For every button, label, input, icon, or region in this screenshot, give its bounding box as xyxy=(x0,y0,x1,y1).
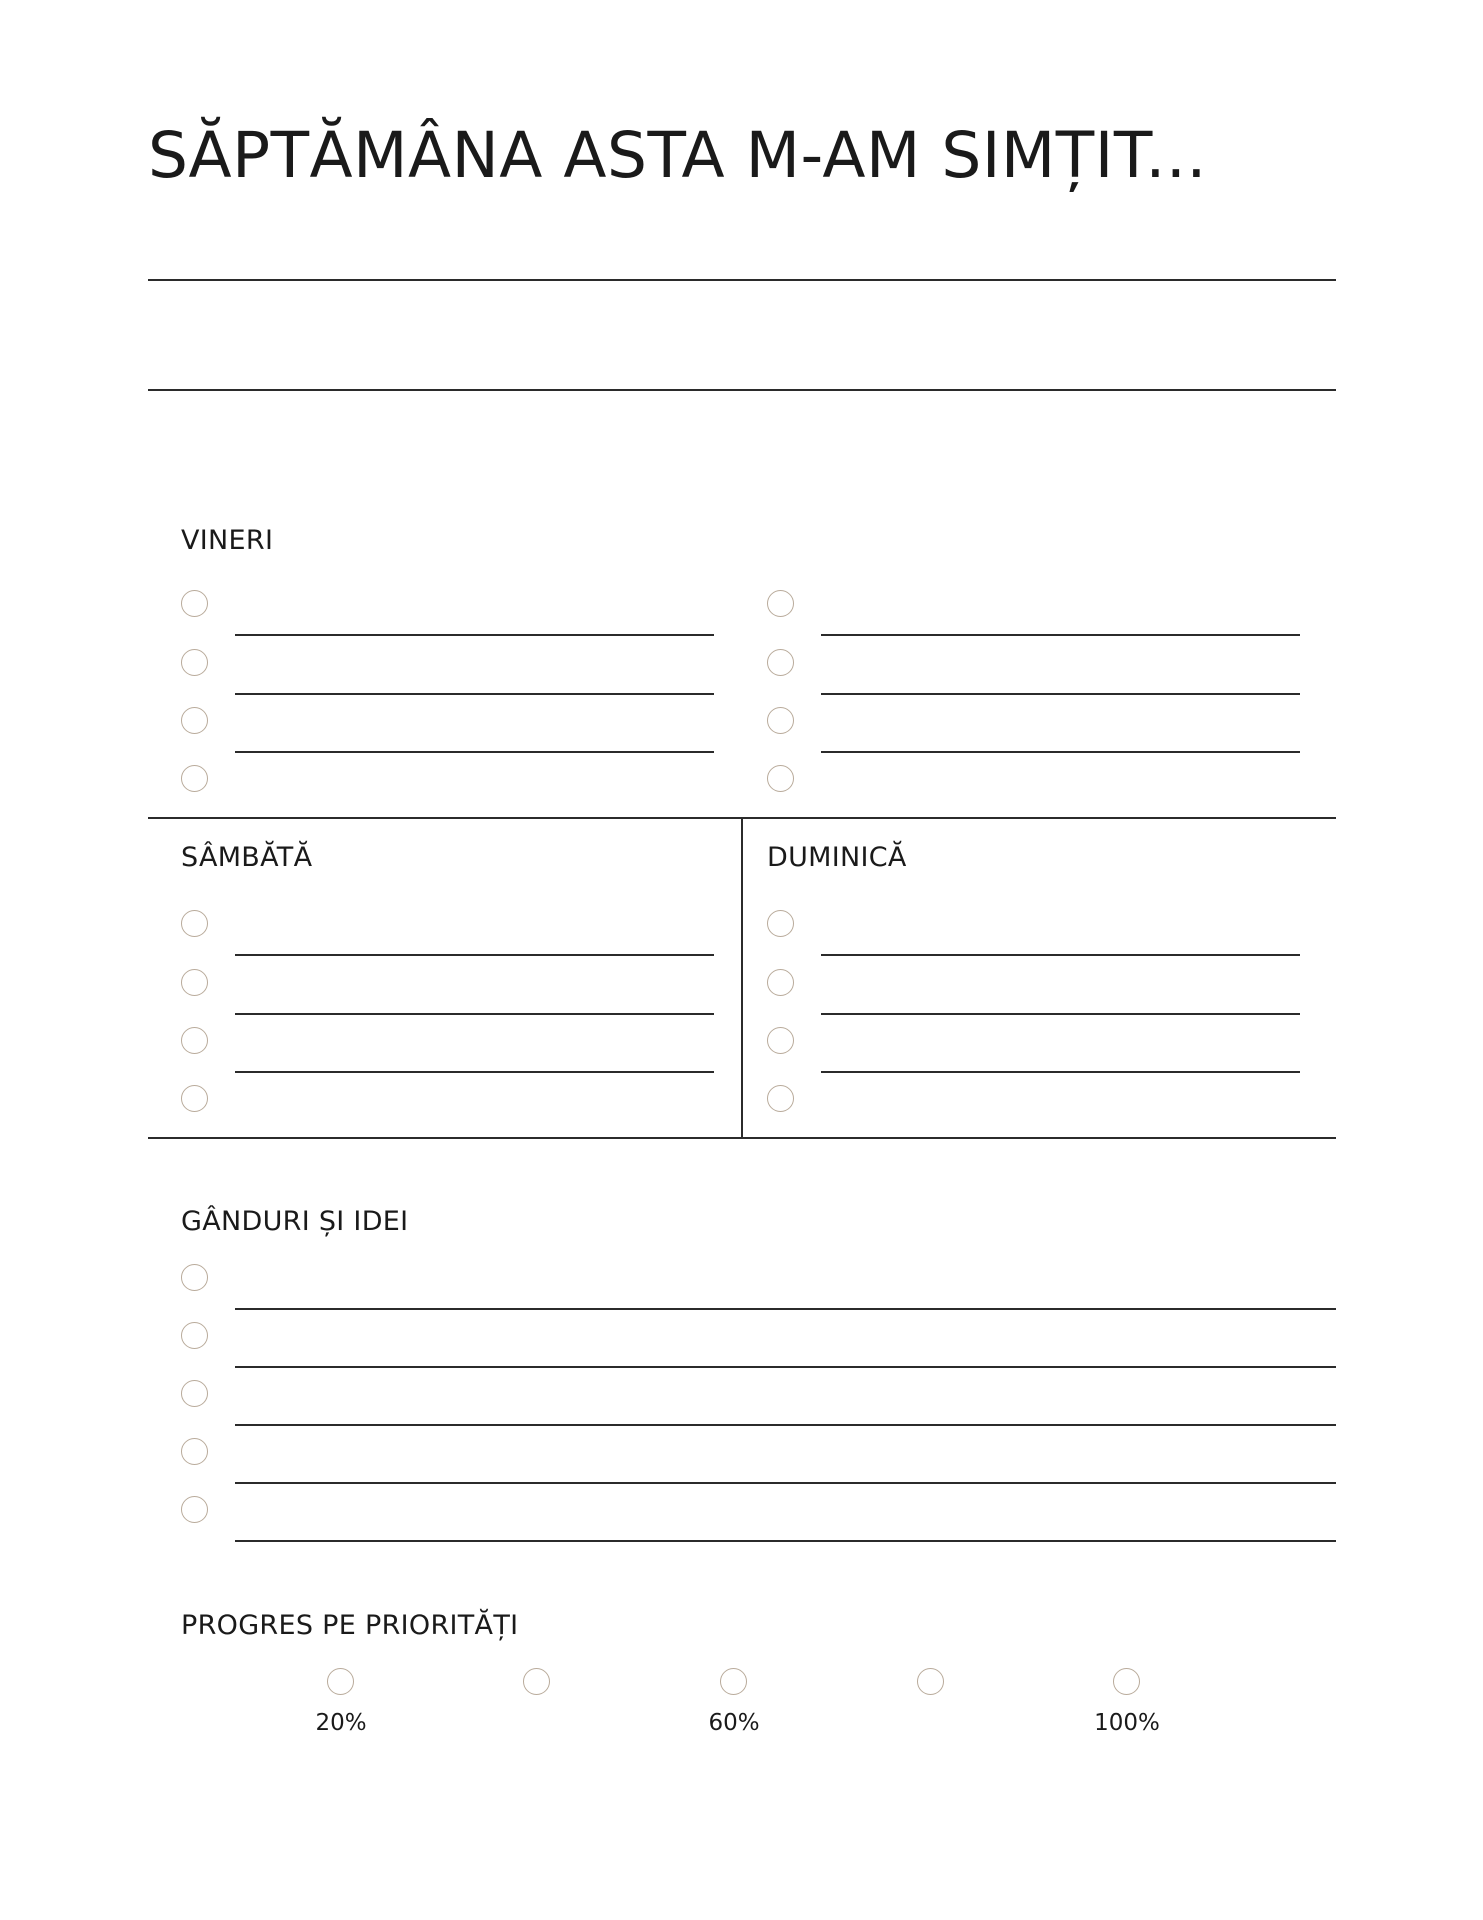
vineri-left-line-2[interactable] xyxy=(235,693,714,695)
progress-label-5: 100% xyxy=(1094,1710,1160,1736)
vineri-right-checkbox-2[interactable] xyxy=(767,649,794,676)
progress-option-2[interactable] xyxy=(523,1668,550,1695)
vineri-right-line-3[interactable] xyxy=(821,751,1300,753)
progress-option-3[interactable] xyxy=(720,1668,747,1695)
vineri-left-checkbox-1[interactable] xyxy=(181,590,208,617)
sambata-checkbox-2[interactable] xyxy=(181,969,208,996)
sambata-checkbox-1[interactable] xyxy=(181,910,208,937)
vineri-right-checkbox-4[interactable] xyxy=(767,765,794,792)
duminica-checkbox-1[interactable] xyxy=(767,910,794,937)
duminica-line-3[interactable] xyxy=(821,1071,1300,1073)
ganduri-checkbox-5[interactable] xyxy=(181,1496,208,1523)
ganduri-line-3[interactable] xyxy=(235,1424,1336,1426)
progress-label-1: 20% xyxy=(315,1710,367,1736)
vineri-left-line-1[interactable] xyxy=(235,634,714,636)
duminica-checkbox-2[interactable] xyxy=(767,969,794,996)
duminica-checkbox-4[interactable] xyxy=(767,1085,794,1112)
section-label-duminica: DUMINICĂ xyxy=(767,842,907,873)
vineri-left-checkbox-3[interactable] xyxy=(181,707,208,734)
weekend-center-divider xyxy=(741,817,743,1137)
vineri-left-line-3[interactable] xyxy=(235,751,714,753)
ganduri-checkbox-3[interactable] xyxy=(181,1380,208,1407)
ganduri-checkbox-2[interactable] xyxy=(181,1322,208,1349)
vineri-right-line-1[interactable] xyxy=(821,634,1300,636)
section-label-sambata: SÂMBĂTĂ xyxy=(181,842,313,873)
section-label-vineri: VINERI xyxy=(181,525,274,556)
sambata-checkbox-4[interactable] xyxy=(181,1085,208,1112)
sambata-line-2[interactable] xyxy=(235,1013,714,1015)
weekend-bottom-divider xyxy=(148,1137,1336,1139)
ganduri-line-4[interactable] xyxy=(235,1482,1336,1484)
vineri-left-checkbox-4[interactable] xyxy=(181,765,208,792)
progress-option-1[interactable] xyxy=(327,1668,354,1695)
vineri-right-line-2[interactable] xyxy=(821,693,1300,695)
sambata-line-1[interactable] xyxy=(235,954,714,956)
ganduri-line-1[interactable] xyxy=(235,1308,1336,1310)
duminica-line-1[interactable] xyxy=(821,954,1300,956)
ganduri-line-5[interactable] xyxy=(235,1540,1336,1542)
duminica-checkbox-3[interactable] xyxy=(767,1027,794,1054)
title-writing-line-1[interactable] xyxy=(148,279,1336,281)
progress-option-4[interactable] xyxy=(917,1668,944,1695)
title-writing-line-2[interactable] xyxy=(148,389,1336,391)
ganduri-checkbox-4[interactable] xyxy=(181,1438,208,1465)
section-label-progres: PROGRES PE PRIORITĂȚI xyxy=(181,1610,519,1641)
vineri-left-checkbox-2[interactable] xyxy=(181,649,208,676)
section-label-ganduri: GÂNDURI ȘI IDEI xyxy=(181,1206,409,1237)
ganduri-line-2[interactable] xyxy=(235,1366,1336,1368)
vineri-right-checkbox-1[interactable] xyxy=(767,590,794,617)
vineri-right-checkbox-3[interactable] xyxy=(767,707,794,734)
page-title: SĂPTĂMÂNA ASTA M-AM SIMȚIT... xyxy=(148,119,1207,192)
progress-label-3: 60% xyxy=(708,1710,760,1736)
ganduri-checkbox-1[interactable] xyxy=(181,1264,208,1291)
progress-option-5[interactable] xyxy=(1113,1668,1140,1695)
duminica-line-2[interactable] xyxy=(821,1013,1300,1015)
sambata-line-3[interactable] xyxy=(235,1071,714,1073)
sambata-checkbox-3[interactable] xyxy=(181,1027,208,1054)
